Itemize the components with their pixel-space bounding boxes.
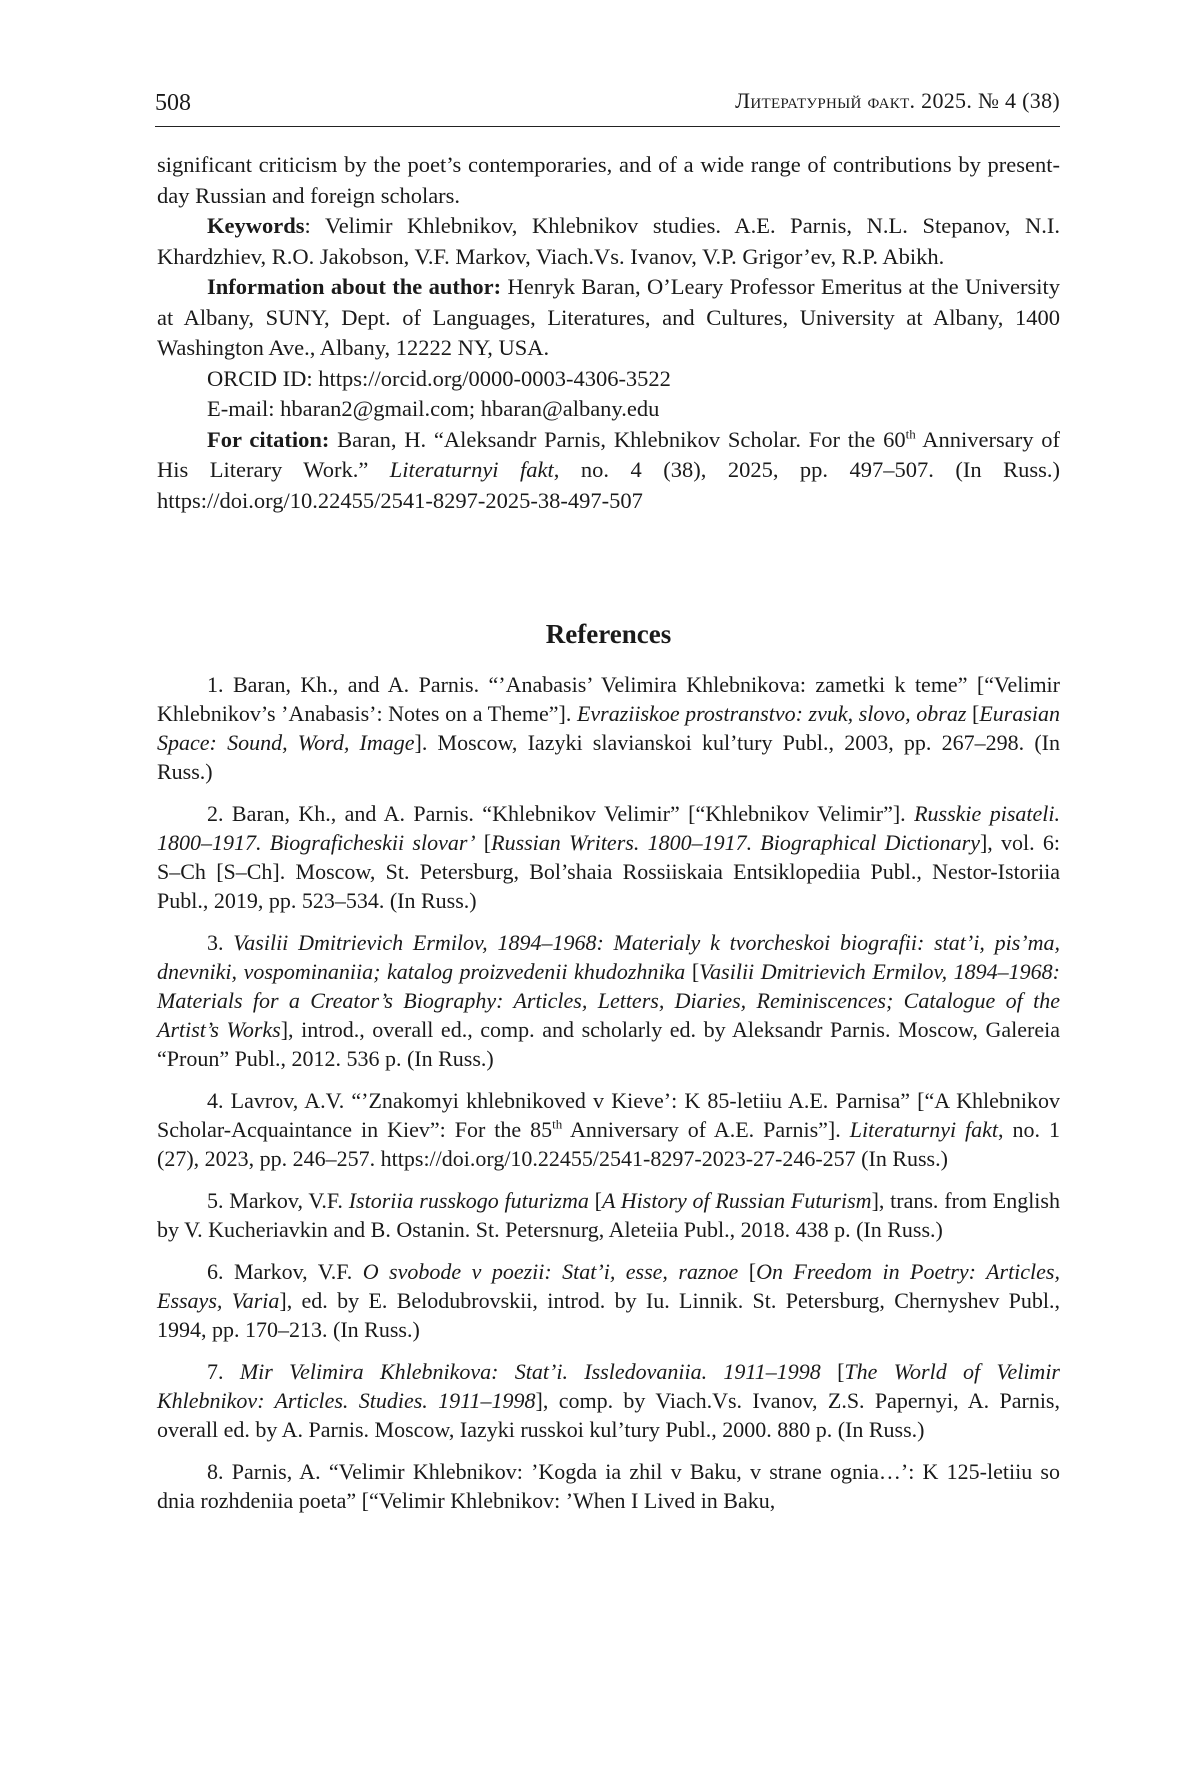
author-label: Information about the author: xyxy=(207,274,502,299)
author-info: Information about the author: Henryk Baran, O’Leary Professor Emeritus at the University at Albany, SUNY, Dept. of Languages, Literatures, and Cultures, University at Albany, 1400 Washington Ave., Albany, 12222 NY, USA. xyxy=(157,274,1060,360)
reference-item: 6. Markov, V.F. O svobode v poezii: Stat’i, esse, raznoe [On Freedom in Poetry: Articles, Essays, Varia], ed. by E. Belodubrovskii, introd. by Iu. Linnik. St. Petersburg, Chernyshev Publ., 1994, pp. 170–213. (In Russ.) xyxy=(157,1259,1060,1342)
orcid: ORCID ID: https://orcid.org/0000-0003-4306-3522 xyxy=(207,365,671,391)
references-list xyxy=(157,670,1060,1528)
citation: For citation: Baran, H. “Aleksandr Parnis, Khlebnikov Scholar. For the 60th Anniversary of His Literary Work.” Literaturnyi fakt, no. 4 (38), 2025, pp. 497–507. (In Russ.) https://doi.org/10.22455/2541-8297-2025-38-497-507 xyxy=(157,426,1061,513)
reference-item: 7. Mir Velimira Khlebnikova: Stat’i. Issledovaniia. 1911–1998 [The World of Velimir Khlebnikov: Articles. Studies. 1911–1998], comp. by Viach.Vs. Ivanov, Z.S. Papernyi, A. Parnis, overall ed. by A. Parnis. Moscow, Iazyki russkoi kul’tury Publ., 2000. 880 p. (In Russ.) xyxy=(157,1359,1060,1442)
page-number: 508 xyxy=(155,90,191,116)
abstract-continuation: significant criticism by the poet’s contemporaries, and of a wide range of contributions by present-day Russian and foreign scholars. xyxy=(157,152,1060,208)
keywords: Keywords: Velimir Khlebnikov, Khlebnikov studies. A.E. Parnis, N.L. Stepanov, N.I. Khardzhiev, R.O. Jakobson, V.F. Markov, Viach.Vs. Ivanov, V.P. Grigor’ev, R.P. Abikh. xyxy=(157,213,1060,269)
reference-item: 2. Baran, Kh., and A. Parnis. “Khlebnikov Velimir” [“Khlebnikov Velimir”]. Russkie pisateli. 1800–1917. Biograficheskii slovar’ [Russian Writers. 1800–1917. Biographical Dictionary], vol. 6: S–Ch [S–Ch]. Moscow, St. Petersburg, Bol’shaia Rossiiskaia Entsiklopediia Publ., Nestor-Istoriia Publ., 2019, pp. 523–534. (In Russ.) xyxy=(157,801,1060,913)
reference-item: 3. Vasilii Dmitrievich Ermilov, 1894–1968: Materialy k tvorcheskoi biografii: stat’i, pis’ma, dnevniki, vospominaniia; katalog proizvedenii khudozhnika [Vasilii Dmitrievich Ermilov, 1894–1968: Materials for a Creator’s Biography: Articles, Letters, Diaries, Reminiscences; Catalogue of the Artist’s Works], introd., overall ed., comp. and scholarly ed. by Aleksandr Parnis. Moscow, Galereia “Proun” Publ., 2012. 536 p. (In Russ.) xyxy=(157,930,1061,1071)
email: E-mail: hbaran2@gmail.com; hbaran@albany.edu xyxy=(207,396,660,421)
reference-item: 1. Baran, Kh., and A. Parnis. “’Anabasis’ Velimira Khlebnikova: zametki k teme” [“Velimir Khlebnikov’s ’Anabasis’: Notes on a Theme”]. Evraziiskoe prostranstvo: zvuk, slovo, obraz [Eurasian Space: Sound, Word, Image]. Moscow, Iazyki slavianskoi kul’tury Publ., 2003, pp. 267–298. (In Russ.) xyxy=(157,672,1060,784)
keywords-label: Keywords xyxy=(207,213,305,238)
citation-label: For citation: xyxy=(207,426,330,452)
journal-title: Литературный факт. 2025. № 4 (38) xyxy=(735,88,1060,113)
reference-item: 8. Parnis, A. “Velimir Khlebnikov: ’Kogda ia zhil v Baku, v strane ognia…’: K 125-letiiu so dnia rozhdeniia poeta” [“Velimir Khlebnikov: ’When I Lived in Baku, xyxy=(157,1459,1060,1513)
reference-item: 4. Lavrov, A.V. “’Znakomyi khlebnikoved v Kieve’: K 85-letiiu A.E. Parnisa” [“A Khlebnikov Scholar-Acquaintance in Kiev”: For the 85th Anniversary of A.E. Parnis”]. Literaturnyi fakt, no. 1 (27), 2023, pp. 246–257. https://doi.org/10.22455/2541-8297-2023-27-246-257 (In Russ.) xyxy=(157,1088,1061,1171)
running-header xyxy=(155,86,1060,127)
abstract-section xyxy=(157,150,1060,516)
references-heading: References xyxy=(545,619,672,649)
reference-item: 5. Markov, V.F. Istoriia russkogo futurizma [A History of Russian Futurism], trans. from English by V. Kucheriavkin and B. Ostanin. St. Petersnurg, Aleteiia Publ., 2018. 438 p. (In Russ.) xyxy=(157,1188,1060,1242)
